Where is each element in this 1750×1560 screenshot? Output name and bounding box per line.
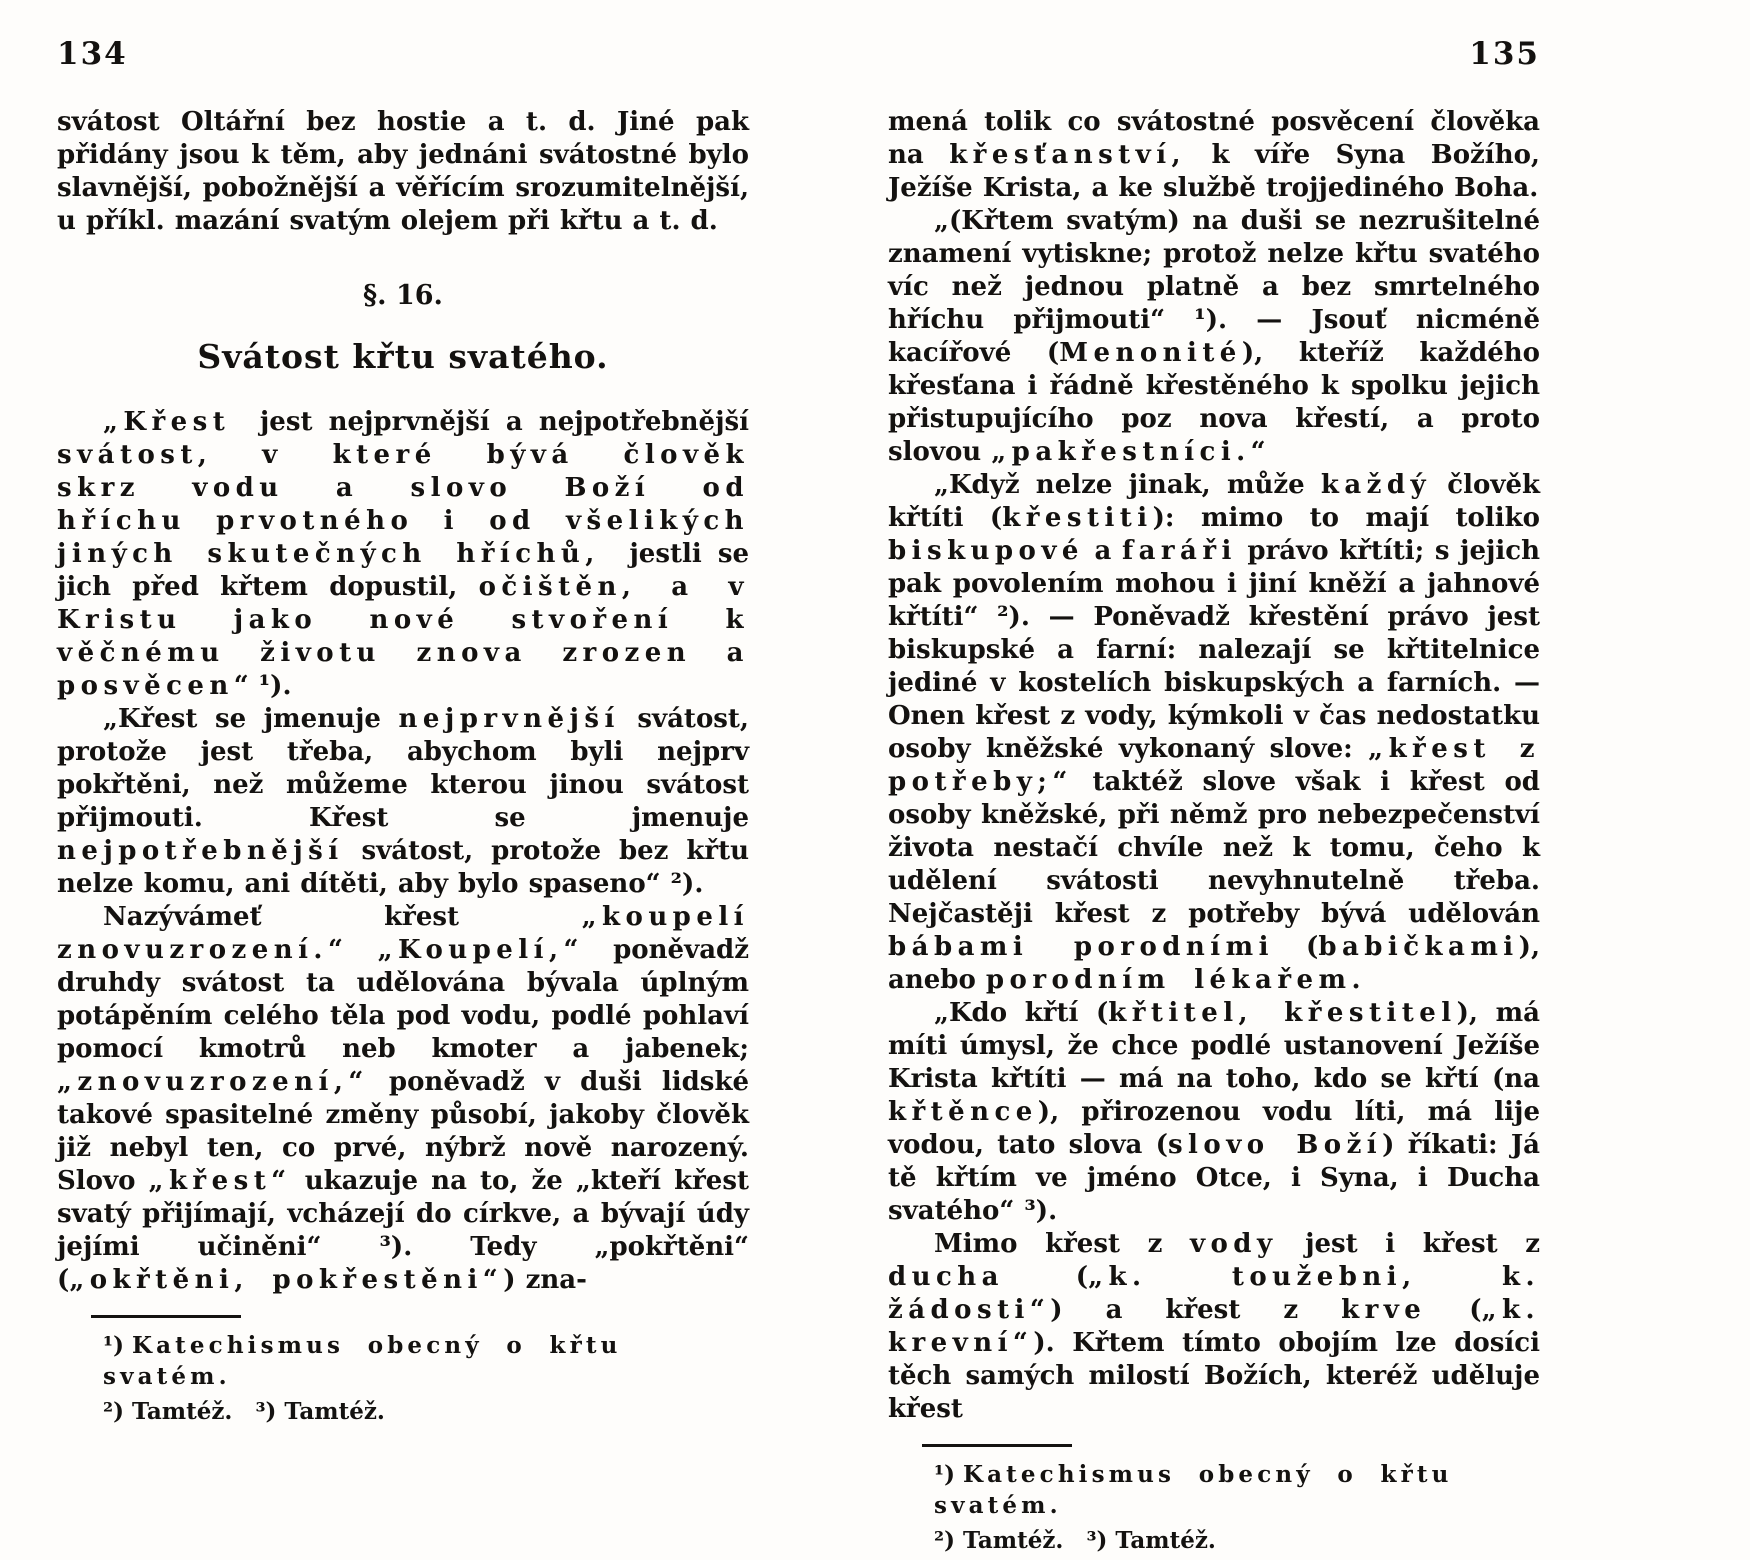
text-run: ³) Tamtéž. [255,1398,385,1425]
text-run: svátost Oltářní bez hostie a t. d. Jiné pak přidány jsou k těm, aby jednáni svátostné bylo slavnější, pobožnější a věřícím srozumitelnější, u příkl. mazání svatým olejem při křtu a t. d. [57,107,749,236]
text-run: ( [1426,1295,1482,1325]
text-run: jestli se jich před křtem dopustil, [57,539,749,602]
text-run: ), má míti úmysl, že chce podlé ustanovení Ježíše Krista křtíti — má na toho, kdo se křtí (na [888,998,1540,1094]
text-run: ( [1003,1262,1089,1292]
paragraph [57,406,749,703]
footnote-line [103,1330,749,1392]
text-run: svátost, protože jest třeba, abychom byli nejprv pokřtěni, než můžeme kterou jinou svátost přijmouti. Křest se jmenuje [57,704,749,833]
text-run: „Křest se jmenuje [103,704,399,734]
text-run: Mimo křest z [934,1229,1190,1259]
text-run: Nazývámeť křest [103,902,582,932]
letterspaced-text: křtěnce [888,1097,1038,1127]
letterspaced-text: křestiti [1002,503,1153,533]
letterspaced-text: „k. toužebni, k. žádosti“ [888,1262,1540,1325]
letterspaced-text: Katechismus obecný o křtu svatém. [934,1461,1453,1519]
text-run: ¹) [103,1332,132,1359]
letterspaced-text: vody [1189,1229,1278,1259]
letterspaced-text: faráři [1121,536,1237,566]
text-run: ), přirozenou vodu líti, má lije vodou, tato slova ( [888,1097,1540,1160]
paragraph [888,469,1540,997]
text-run: poněvadž druhdy svátost ta udělována bývala úplným potápěním celého těla pod vodu, podlé pohlaví pomocí kmotrů neb kmoter a jabenek; [57,935,749,1064]
chapter-heading: Svátost křtu svatého. [197,337,609,376]
text-run: ³) Tamtéž. [1086,1527,1216,1554]
text-run: ) zna- [503,1265,587,1295]
letterspaced-text: „koupelí znovuzrození.“ [57,902,749,965]
text-run: „Když nelze jinak, může [934,470,1321,500]
text-run: “ ¹). [233,671,292,701]
paragraph-continuation [888,106,1540,205]
right-page-body [888,106,1540,1426]
text-run: ) a křest z [1050,1295,1342,1325]
paragraph [57,901,749,1297]
letterspaced-text: ducha [888,1262,1004,1292]
section-mark: §. 16. [363,280,443,311]
letterspaced-text: slovo Boží [1167,1130,1383,1160]
letterspaced-text: Menonité [1059,338,1242,368]
letterspaced-text: „k. krevní“ [888,1295,1540,1358]
text-run: „Kdo křtí ( [934,998,1109,1028]
letterspaced-text: „křest z potřeby;“ [888,734,1540,797]
text-run: ²) Tamtéž. [934,1527,1064,1554]
text-run: ¹) [934,1461,963,1488]
text-run: jest nejprvnější a nejpotřebnější [259,407,750,437]
right-page [888,36,1540,1560]
footnote-divider [91,1315,241,1318]
footnote-divider [922,1444,1072,1447]
paragraph [888,997,1540,1228]
footnotes-right [888,1444,1540,1556]
letterspaced-text: každý [1320,470,1432,500]
letterspaced-text: „znovuzrození,“ [57,1067,369,1097]
text-run: ): mimo to mají toliko [1152,503,1540,533]
letterspaced-text: nejprvnější [398,704,620,734]
text-run: jest i křest z [1277,1229,1540,1259]
letterspaced-text: křesťanství, [949,140,1187,170]
text-run: ( [1273,932,1319,962]
letterspaced-text: „Křest [103,407,260,437]
text-run [1063,1527,1086,1554]
letterspaced-text: porodním lékařem. [985,965,1366,995]
text-run: ²) Tamtéž. [103,1398,233,1425]
letterspaced-text: svátost, v které bývá člověk skrz vodu a slovo Boží od hříchu prvotného i od všelikých jiných skutečných hříchů, [57,440,749,569]
text-run: ), anebo [888,932,1540,995]
footnote-line [103,1396,749,1427]
text-run: mená tolik co svátostné posvěcení člověka na [888,107,1540,170]
letterspaced-text: očištěn, a v Kristu jako nové stvoření k věčnému životu znova zrozen a posvěcen [57,572,749,701]
letterspaced-text: babičkami [1318,932,1519,962]
footnote-line [934,1459,1540,1521]
paragraph [57,703,749,901]
letterspaced-text: „pakřestníci.“ [991,437,1272,467]
text-run: svátost, protože bez křtu nelze komu, ani dítěti, aby bylo spaseno“ ²). [57,836,749,899]
page-number-left: 134 [57,36,128,72]
letterspaced-text: křtitel, křestitel [1108,998,1457,1028]
text-run: ) říkati: Já tě křtím ve jméno Otce, i Syna, i Ducha svatého“ ³). [888,1130,1540,1226]
text-run: a [1083,536,1122,566]
text-run: „(Křtem svatým) na duši se nezrušitelné znamení vytiskne; protož nelze křtu svatého víc než jednou platně a bez smrtelného hříchu přijmouti“ ¹). — Jsouť nicméně kacířové ( [888,206,1540,368]
text-run [348,935,377,965]
text-run: ukazuje na to, že „kteří křest svatý přijímají, vcházejí do církve, a bývají údy jejími učiněni“ ³). Tedy „pokřtěni“ ( [57,1166,749,1295]
footnotes-left [57,1315,749,1427]
letterspaced-text: biskupové [888,536,1084,566]
text-run [232,1398,255,1425]
text-run: člověk křtíti ( [888,470,1541,533]
paragraph-continuation [57,106,749,238]
letterspaced-text: nejpotřebnější [57,836,344,866]
letterspaced-text: bábami porodními [888,932,1274,962]
letterspaced-text: „Koupelí,“ [377,935,584,965]
text-run: ). Křtem tímto obojím lze dosíci těch samých milostí Božích, kteréž uděluje křest [888,1328,1540,1424]
text-run: k víře Syna Božího, Ježíše Krista, a ke službě trojjediného Boha. [888,140,1540,203]
letterspaced-text: „křest“ [148,1166,292,1196]
left-page-body [57,106,749,1297]
left-page [57,36,749,1431]
text-run: taktéž slove však i křest od osoby kněžské, při němž pro nebezpečenství života nestačí chvíle než k tomu, čeho k udělení svátosti nevyhnutelně třeba. Nejčastěji křest z potřeby bývá udělován [888,767,1540,929]
letterspaced-text: „okřtěni, pokřestěni“ [69,1265,504,1295]
text-run: právo křtíti; s jejich pak povolením mohou i jiní kněží a jahnové křtíti“ ²). — Poněvadž křestění právo jest biskupské a farní: nalezají se křtitelnice jediné v kostelích biskupských a farních. — Onen křest z vody, kýmkoli v čas nedostatku osoby kněžské vykonaný slove: [888,536,1541,764]
text-run: ), kteříž každého křesťana i řádně křestěného k spolku jejich přistupujícího poz nova křestí, a proto slovou [888,338,1540,467]
page-number-right: 135 [1469,36,1540,72]
text-run: poněvadž v duši lidské takové spasitelné změny působí, jakoby člověk již nebyl ten, co prvé, nýbrž nově narozený. Slovo [57,1067,749,1196]
paragraph [888,1228,1540,1426]
letterspaced-text: Katechismus obecný o křtu svatém. [103,1332,622,1390]
paragraph [888,205,1540,469]
footnote-line [934,1525,1540,1556]
letterspaced-text: krve [1341,1295,1427,1325]
